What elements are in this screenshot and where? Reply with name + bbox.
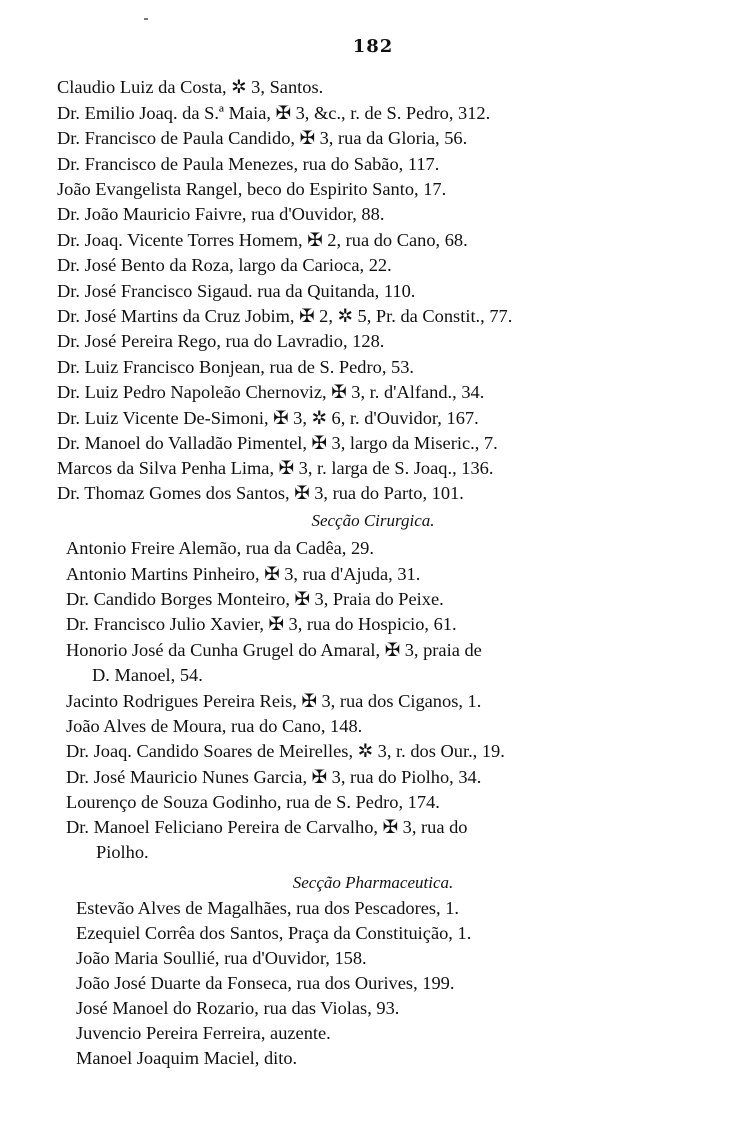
list-entry-continuation: Piolho. [96, 842, 149, 862]
list-entry: João José Duarte da Fonseca, rua dos Ourives, 199. [76, 973, 455, 993]
list-entry: Dr. Thomaz Gomes dos Santos, ✠ 3, rua do Parto, 101. [57, 483, 464, 503]
list-entry: Dr. Luiz Francisco Bonjean, rua de S. Pedro, 53. [57, 357, 415, 377]
list-entry: Dr. Joaq. Vicente Torres Homem, ✠ 2, rua do Cano, 68. [57, 230, 468, 250]
list-entry: Marcos da Silva Penha Lima, ✠ 3, r. larga de S. Joaq., 136. [57, 458, 494, 478]
list-entry: Dr. Manoel do Valladão Pimentel, ✠ 3, largo da Miseric., 7. [57, 433, 498, 453]
list-entry: João Maria Soullié, rua d'Ouvidor, 158. [76, 948, 367, 968]
list-entry: Dr. Francisco de Paula Candido, ✠ 3, rua da Gloria, 56. [57, 128, 468, 148]
list-entry: Jacinto Rodrigues Pereira Reis, ✠ 3, rua dos Ciganos, 1. [66, 691, 482, 711]
list-entry: José Manoel do Rozario, rua das Violas, 93. [76, 998, 400, 1018]
list-entry: Dr. José Pereira Rego, rua do Lavradio, 128. [57, 331, 385, 351]
list-entry: João Evangelista Rangel, beco do Espirito Santo, 17. [57, 179, 447, 199]
list-entry-continuation: D. Manoel, 54. [92, 665, 203, 685]
list-entry: Juvencio Pereira Ferreira, auzente. [76, 1023, 331, 1043]
list-entry: Dr. José Francisco Sigaud. rua da Quitanda, 110. [57, 281, 416, 301]
page-number: 182 [352, 36, 394, 57]
list-entry: Dr. João Mauricio Faivre, rua d'Ouvidor, 88. [57, 204, 385, 224]
list-entry: Dr. Luiz Pedro Napoleão Chernoviz, ✠ 3, r. d'Alfand., 34. [57, 382, 485, 402]
list-entry: Dr. José Martins da Cruz Jobim, ✠ 2, ✲ 5, Pr. da Constit., 77. [57, 306, 513, 326]
list-entry: Dr. Francisco de Paula Menezes, rua do Sabão, 117. [57, 154, 440, 174]
list-entry: Antonio Freire Alemão, rua da Cadêa, 29. [66, 538, 374, 558]
list-entry: Dr. Joaq. Candido Soares de Meirelles, ✲ 3, r. dos Our., 19. [66, 741, 505, 761]
list-entry: Estevão Alves de Magalhães, rua dos Pescadores, 1. [76, 898, 460, 918]
list-entry: Dr. Candido Borges Monteiro, ✠ 3, Praia do Peixe. [66, 589, 444, 609]
page-mark [144, 18, 148, 20]
list-entry: Dr. José Mauricio Nunes Garcia, ✠ 3, rua do Piolho, 34. [66, 767, 482, 787]
list-entry: Dr. Luiz Vicente De-Simoni, ✠ 3, ✲ 6, r. d'Ouvidor, 167. [57, 408, 479, 428]
section-heading-pharmaceutica: Secção Pharmaceutica. [292, 873, 454, 892]
list-entry: Dr. Emilio Joaq. da S.ª Maia, ✠ 3, &c., r. de S. Pedro, 312. [57, 103, 491, 123]
list-entry: Dr. José Bento da Roza, largo da Carioca, 22. [57, 255, 392, 275]
list-entry: Antonio Martins Pinheiro, ✠ 3, rua d'Ajuda, 31. [66, 564, 421, 584]
list-entry: Dr. Francisco Julio Xavier, ✠ 3, rua do Hospicio, 61. [66, 614, 457, 634]
list-entry: Manoel Joaquim Maciel, dito. [76, 1048, 298, 1068]
list-entry: João Alves de Moura, rua do Cano, 148. [66, 716, 363, 736]
list-entry: Dr. Manoel Feliciano Pereira de Carvalho, ✠ 3, rua do [66, 817, 468, 837]
list-entry: Claudio Luiz da Costa, ✲ 3, Santos. [57, 77, 324, 97]
list-entry: Ezequiel Corrêa dos Santos, Praça da Constituição, 1. [76, 923, 472, 943]
section-heading-cirurgica: Secção Cirurgica. [311, 511, 435, 530]
list-entry: Honorio José da Cunha Grugel do Amaral, ✠ 3, praia de [66, 640, 482, 660]
list-entry: Lourenço de Souza Godinho, rua de S. Pedro, 174. [66, 792, 440, 812]
